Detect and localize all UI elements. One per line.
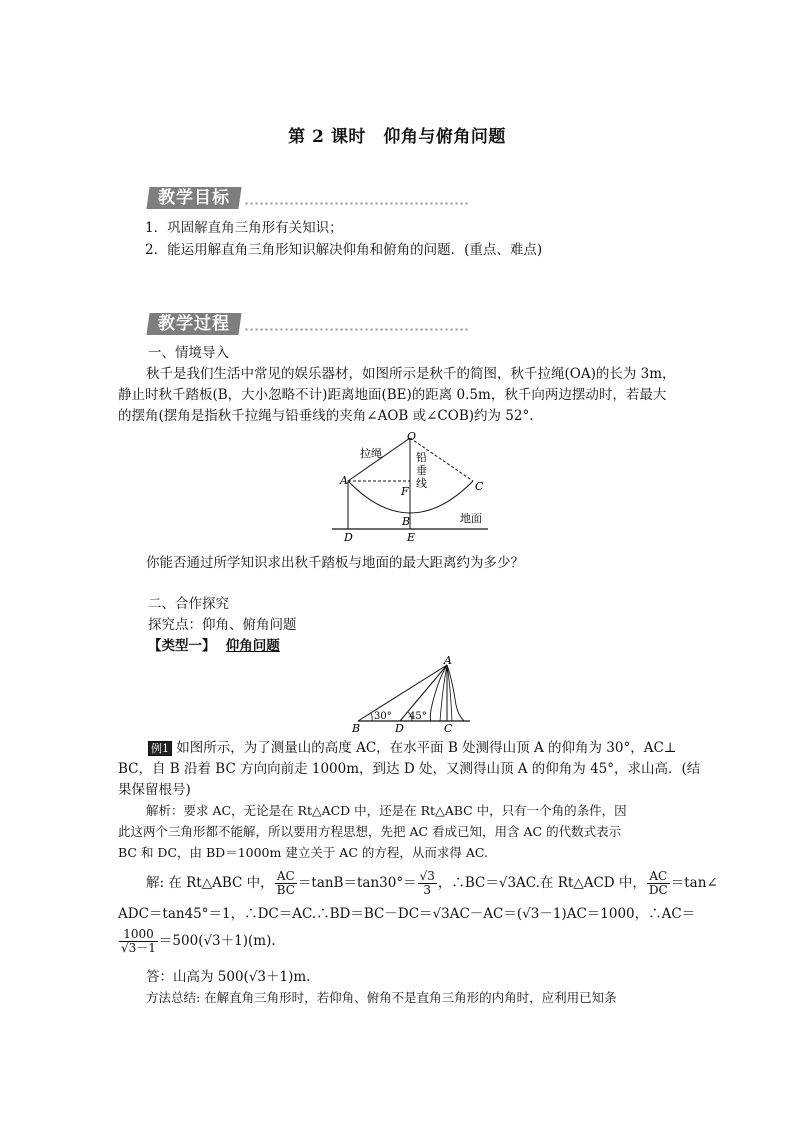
- section-header-process: [148, 313, 470, 335]
- goal-item: 2．能运用解直角三角形知识解决仰角和俯角的问题．(重点、难点): [145, 242, 543, 258]
- fraction-numerator: AC: [647, 870, 670, 884]
- fraction-numerator: √3: [419, 869, 435, 883]
- paragraph-line: 的摆角(摆角是指秋千拉绳与铅垂线的夹角∠AOB 或∠COB)约为 52°.: [118, 408, 534, 424]
- page-title: 第 2 课时 仰角与俯角问题: [288, 127, 506, 147]
- solution-text: ＝tan∠: [670, 875, 718, 891]
- type-heading: [148, 637, 280, 655]
- type-title: 仰角问题: [225, 638, 280, 654]
- label-vertical: 铅: [416, 451, 427, 464]
- solution-text: 解: 在 Rt△ABC 中，: [146, 875, 274, 891]
- label-b: B: [352, 722, 361, 735]
- label-vertical: 垂: [416, 464, 427, 477]
- solution-line-3: [118, 926, 276, 956]
- label-c: C: [444, 722, 453, 735]
- label-angle-45: 45°: [409, 711, 427, 722]
- label-c: C: [475, 480, 484, 493]
- label-angle-30: 30°: [374, 711, 392, 722]
- analysis-line: 解析：要求 AC，无论是在 Rt△ACD 中，还是在 Rt△ABC 中，只有一个角的条件，因: [146, 803, 627, 818]
- analysis-line: BC 和 DC，由 BD＝1000m 建立关于 AC 的方程，从而求得 AC.: [118, 845, 488, 860]
- label-a: A: [340, 474, 348, 487]
- fraction: [119, 928, 158, 955]
- solution-text: ＝tanB＝tan30°＝: [297, 875, 417, 891]
- label-b: B: [402, 515, 411, 528]
- label-d: D: [395, 722, 404, 735]
- summary-line: 方法总结: 在解直角三角形时，若仰角、俯角不是直角三角形的内角时，应利用已知条: [146, 990, 617, 1005]
- fraction: [647, 870, 670, 897]
- label-f: F: [401, 485, 409, 498]
- swing-diagram: [330, 430, 492, 544]
- solution-text: ，∴BC＝√3AC.在 Rt△ACD 中，: [437, 875, 646, 891]
- question-line: 你能否通过所学知识求出秋千踏板与地面的最大距离约为多少？: [146, 555, 524, 571]
- section-header-process-label: 教学过程: [158, 314, 230, 334]
- fraction-denominator: DC: [648, 883, 668, 897]
- label-a: A: [444, 655, 452, 667]
- fraction: [418, 870, 437, 897]
- example-line: 果保留根号): [118, 782, 191, 798]
- type-label: 【类型一】: [148, 638, 216, 654]
- label-d: D: [344, 531, 353, 544]
- example-line: BC，自 B 沿着 BC 方向向前走 1000m，到达 D 处，又测得山顶 A 的仰角为 45°，求山高．(结: [118, 761, 701, 777]
- goal-item: 1．巩固解直角三角形有关知识；: [145, 220, 343, 236]
- section-divider: [244, 201, 470, 207]
- section-header-goals: [148, 187, 470, 209]
- label-e: E: [407, 531, 416, 544]
- answer-line: 答：山高为 500(√3＋1)m.: [146, 969, 311, 985]
- fraction-denominator: BC: [276, 883, 295, 897]
- paragraph-line: 静止时秋千踏板(B，大小忽略不计)距离地面(BE)的距离 0.5m，秋千向两边摆动时，若最大: [118, 387, 667, 403]
- fraction-numerator: 1000: [119, 928, 158, 942]
- example-tag: 例1: [148, 741, 172, 756]
- example-text: 如图所示，为了测量山的高度 AC，在水平面 B 处测得山顶 A 的仰角为 30°，AC⊥: [176, 740, 677, 756]
- solution-text: ＝500(√3＋1)(m).: [158, 933, 276, 949]
- fraction-numerator: AC: [275, 870, 297, 884]
- section-header-goals-label: 教学目标: [158, 188, 230, 208]
- mountain-diagram: [348, 655, 474, 735]
- angle-arc-30: [371, 713, 372, 721]
- explore-point: 探究点：仰角、俯角问题: [148, 617, 297, 633]
- analysis-line: 此这两个三角形都不能解，所以要用方程思想，先把 AC 看成已知，用含 AC 的代数式表示: [118, 824, 622, 839]
- section-divider: [244, 327, 470, 333]
- part2-heading: 二、合作探究: [148, 596, 229, 612]
- part1-heading: 一、情境导入: [148, 345, 229, 361]
- line-ba: [358, 665, 447, 721]
- label-ground: 地面: [460, 512, 482, 525]
- label-vertical: 线: [416, 477, 427, 490]
- label-rope: 拉绳: [360, 447, 382, 460]
- example-line: [148, 739, 677, 758]
- solution-line-2: ADC＝tan45°＝1，∴DC＝AC.∴BD＝BC－DC＝√3AC－AC＝(√3－1)AC＝1000，∴AC＝: [118, 906, 696, 922]
- fraction-denominator: √3－1: [121, 941, 156, 955]
- fraction: [275, 870, 297, 897]
- label-o: O: [407, 430, 417, 443]
- fraction-denominator: 3: [423, 883, 432, 897]
- paragraph-line: 秋千是我们生活中常见的娱乐器材，如图所示是秋千的简图，秋千拉绳(OA)的长为 3m，: [146, 366, 676, 382]
- solution-line-1: [146, 868, 718, 898]
